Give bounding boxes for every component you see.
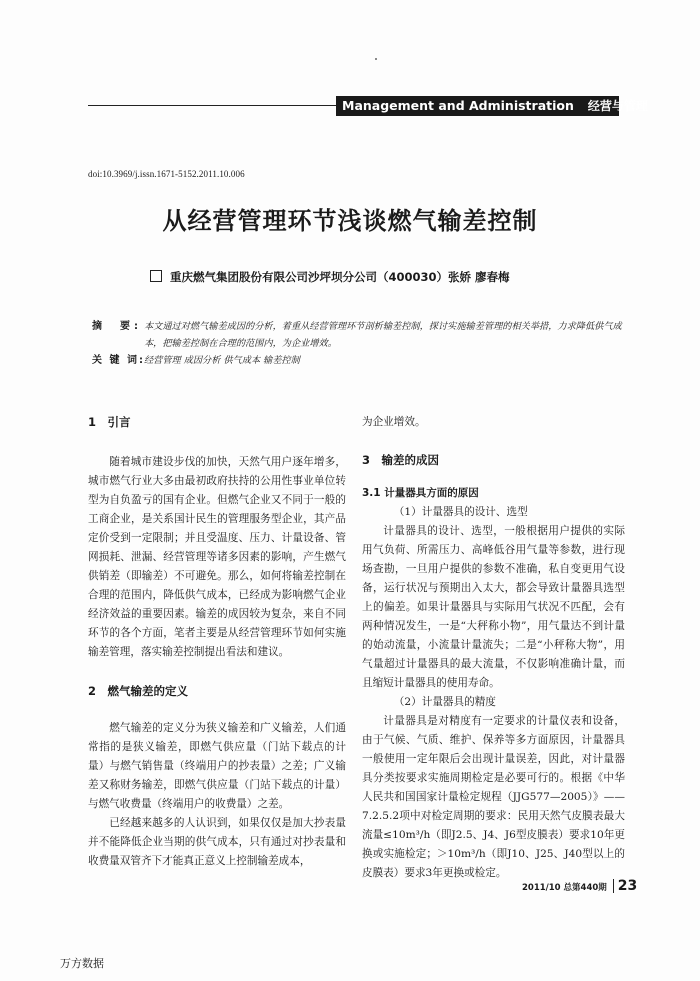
section-2-paragraph-2: 已经越来越多的人认识到，如果仅仅是加大抄表量并不能降低企业当期的供气成本，只有通过对抄表量和收费量双管齐下才能真正意义上控制输差成本， — [88, 817, 346, 867]
banner-english: Management and Administration — [342, 98, 574, 113]
abstract-block — [92, 318, 622, 369]
section-3-1-2-heading: （2）计量器具的精度 — [393, 696, 496, 708]
issue-info: 2011/10 总第440期 — [522, 883, 607, 893]
author-affiliation — [150, 269, 510, 285]
section-1-heading: 1 引言 — [88, 415, 131, 429]
watermark: 万方数据 — [60, 957, 104, 970]
page-number: 23 — [617, 878, 638, 894]
section-3-heading: 3 输差的成因 — [362, 453, 440, 467]
article-title: 从经营管理环节浅谈燃气输差控制 — [162, 206, 538, 235]
keywords-label: 关 键 词: — [92, 355, 145, 366]
square-icon — [150, 270, 162, 282]
section-2-paragraph-1: 燃气输差的定义分为狭义输差和广义输差，人们通常指的是狭义输差，即燃气供应量（门站下载点的计量）与燃气销售量（终端用户的抄表量）之差；广义输差又称财务输差，即燃气供应量（门站下载点的计量）与燃气收费量（终端用户的收费量）之差。 — [88, 722, 346, 810]
right-column — [362, 413, 625, 883]
continued-paragraph: 为企业增效。 — [362, 416, 426, 428]
keywords-text: 经营管理 成因分析 供气成本 输差控制 — [144, 355, 300, 366]
scan-speck — [375, 58, 377, 60]
abstract-text: 本文通过对燃气输差成因的分析，着重从经营管理环节剖析输差控制，探讨实施输差管理的相关举措，力求降低供气成本，把输差控制在合理的范围内，为企业增效。 — [144, 321, 622, 349]
section-banner — [336, 96, 648, 116]
page-footer — [522, 878, 637, 894]
header-rule — [88, 105, 336, 106]
section-2-heading: 2 燃气输差的定义 — [88, 684, 189, 698]
abstract-label: 摘 要: — [92, 321, 142, 332]
section-1-paragraph: 随着城市建设步伐的加快，天然气用户逐年增多，城市燃气行业大多由最初政府扶持的公用性事业单位转型为自负盈亏的国有企业。但燃气企业又不同于一般的工商企业，是关系国计民生的管理服务型企业，其产品定价受到一定限制；并且受温度、压力、计量设备、管网损耗、泄漏、经营管理等诸多因素的影响，产生燃气供销差（即输差）不可避免。那么，如何将输差控制在合理的范围内，降低供气成本，已经成为影响燃气企业经济效益的重要因素。输差的成因较为复杂，来自不同环节的各个方面，笔者主要是从经营管理环节如何实施输差管理，落实输差控制提出看法和建议。 — [88, 456, 346, 658]
footer-divider — [613, 879, 614, 893]
section-3-1-2-paragraph: 计量器具是对精度有一定要求的计量仪表和设备，由于气候、气质、维护、保养等多方面原因，计量器具一般使用一定年限后会出现计量误差，因此，对计量器具分类按要求实施周期检定是必要可行的。根据《中华人民共和国国家计量检定规程（JJG577—2005）》——7.2.5.2项中对检定周期的要求：民用天然气皮膜表最大流量≤10m³/h（即J2.5、J4、J6型皮膜表）要求10年更换或实施检定；＞10m³/h（即J10、J25、J40型以上的皮膜表）要求3年更换或检定。 — [362, 715, 625, 879]
section-3-1-heading: 3.1 计量器具方面的原因 — [362, 487, 479, 499]
authors-text: 重庆燃气集团股份有限公司沙坪坝分公司（400030）张娇 廖春梅 — [170, 270, 510, 284]
section-3-1-1-heading: （1）计量器具的设计、选型 — [393, 506, 528, 518]
section-3-1-1-paragraph: 计量器具的设计、选型，一般根据用户提供的实际用气负荷、所需压力、高峰低谷用气量等参数，进行现场查勘，一旦用户提供的参数不准确，私自变更用气设备，运行状况与预期出入太大，都会导致计量器具选型上的偏差。如果计量器具与实际用气状况不匹配，会有两种情况发生，一是“大秤称小物”，用气量达不到计量的始动流量，小流量计量流失；二是“小秤称大物”，用气量超过计量器具的最大流量，不仅影响准确计量，而且缩短计量器具的使用寿命。 — [362, 525, 625, 689]
left-column — [88, 413, 346, 871]
doi: doi:10.3969/j.issn.1671-5152.2011.10.006 — [88, 169, 245, 179]
banner-chinese: 经营与管理 — [587, 99, 648, 113]
